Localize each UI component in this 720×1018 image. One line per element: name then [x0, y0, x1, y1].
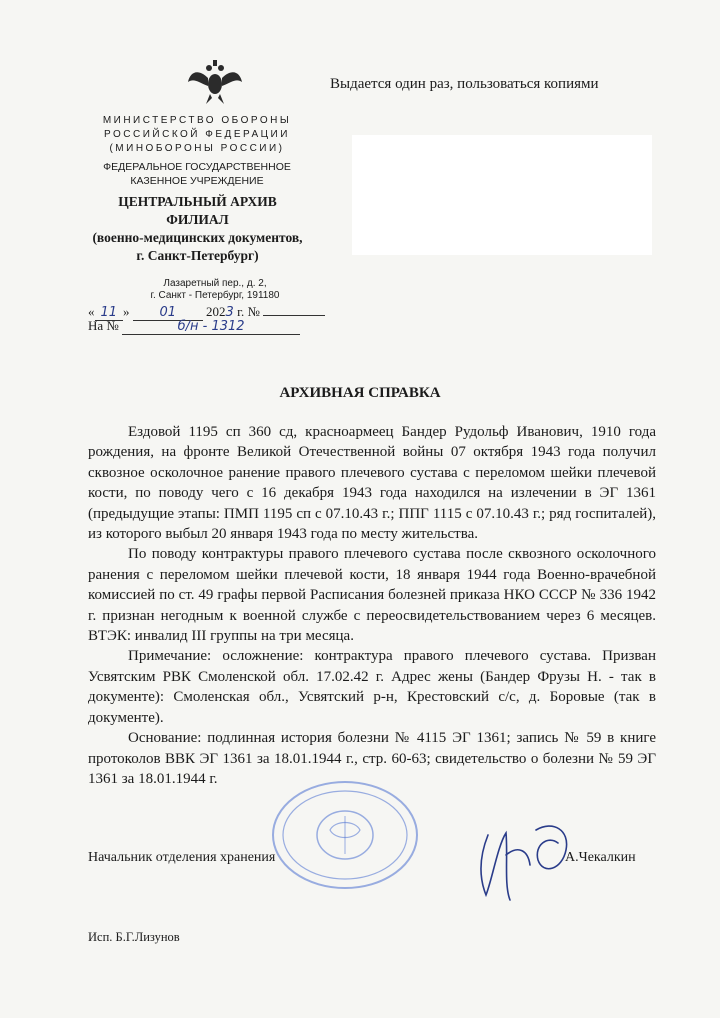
archive-line: ЦЕНТРАЛЬНЫЙ АРХИВ — [118, 194, 277, 209]
round-official-stamp-icon — [270, 780, 420, 890]
signatory-position: Начальник отделения хранения — [88, 850, 276, 865]
reply-number: б/н - 1312 — [122, 319, 300, 335]
executor-note: Исп. Б.Г.Лизунов — [88, 930, 180, 944]
institution-header — [92, 160, 302, 188]
date-year-hand: 3 — [225, 305, 234, 320]
redacted-recipient-block — [352, 135, 652, 255]
date-number-line — [263, 315, 325, 316]
address-line: г. Санкт - Петербург, 191180 — [150, 290, 280, 301]
ministry-line: (МИНОБОРОНЫ РОССИИ) — [109, 143, 285, 154]
document-body — [88, 422, 656, 789]
archive-line: г. Санкт-Петербург) — [136, 248, 259, 263]
date-open-quote: « — [88, 304, 95, 319]
ministry-line: МИНИСТЕРСТВО ОБОРОНЫ — [102, 115, 292, 126]
institution-line: КАЗЕННОЕ УЧРЕЖДЕНИЕ — [130, 175, 264, 187]
signatory-name: А.Чекалкин — [565, 850, 636, 865]
handwritten-signature-icon — [458, 815, 573, 905]
institution-line: ФЕДЕРАЛЬНОЕ ГОСУДАРСТВЕННОЕ — [103, 161, 291, 173]
date-number-label: г. № — [237, 304, 260, 319]
document-title: АРХИВНАЯ СПРАВКА — [279, 385, 441, 401]
address-line: Лазаретный пер., д. 2, — [163, 278, 267, 289]
body-paragraph: Примечание: осложнение: контрактура правого плечевого сустава. Призван Усвятским РВК Смоленской обл. 17.02.42 г. Адрес жены (Бандер Фрузы Н. - так в документе): Смоленская обл., Усвятский р-н, Крестовский с/с, д. Боровые (так в документе). — [88, 648, 656, 726]
archive-line: ФИЛИАЛ — [166, 212, 229, 227]
reply-label: На № — [88, 318, 119, 333]
body-paragraph: По поводу контрактуры правого плечевого сустава после сквозного осколочного ранения с переломом шейки плечевой кости, 18 января 1944 года Военно-врачебной комиссией по ст. 49 графы первой Расписания болезней приказа НКО СССР № 336 1942 г. признан негодным к военной службе с переосвидетельствованием через 6 месяцев. ВТЭК: инвалид III группы на три месяца. — [88, 546, 656, 645]
double-headed-eagle-emblem-icon — [186, 58, 244, 106]
body-paragraph: Ездовой 1195 сп 360 сд, красноармеец Бандер Рудольф Иванович, 1910 года рождения, на фронте Великой Отечественной войны 07 октября 1943 года получил сквозное осколочное ранение правого плечевого сустава с переломом шейки плечевой кости, по поводу чего с 16 декабря 1943 года находился на излечении в ЭГ 1361 (предыдущие этапы: ПМП 1195 сп с 07.10.43 г.; ППГ 1115 с 07.10.43 г.; ряд госпиталей), из которого выбыл 20 января 1943 года по месту жительства. — [88, 424, 656, 543]
archive-header — [60, 193, 335, 265]
body-paragraph: Основание: подлинная история болезни № 4115 ЭГ 1361; запись № 59 в книге протоколов ВВК ЭГ 1361 за 18.01.1944 г., стр. 60-63; свидетельство о болезни № 59 ЭГ 1361 за 18.01.1944 г. — [88, 730, 656, 787]
date-day: 11 — [95, 305, 124, 321]
date-year-prefix: 202 — [206, 304, 226, 319]
ministry-line: РОССИЙСКОЙ ФЕДЕРАЦИИ — [104, 129, 290, 140]
reply-number-line — [88, 318, 300, 335]
issue-once-note: Выдается один раз, пользоваться копиями — [330, 76, 599, 92]
date-close-quote: » — [123, 304, 130, 319]
ministry-header — [92, 114, 302, 156]
archive-address — [115, 278, 315, 302]
archive-line: (военно-медицинских документов, — [92, 230, 303, 245]
date-month: 01 — [133, 305, 203, 321]
